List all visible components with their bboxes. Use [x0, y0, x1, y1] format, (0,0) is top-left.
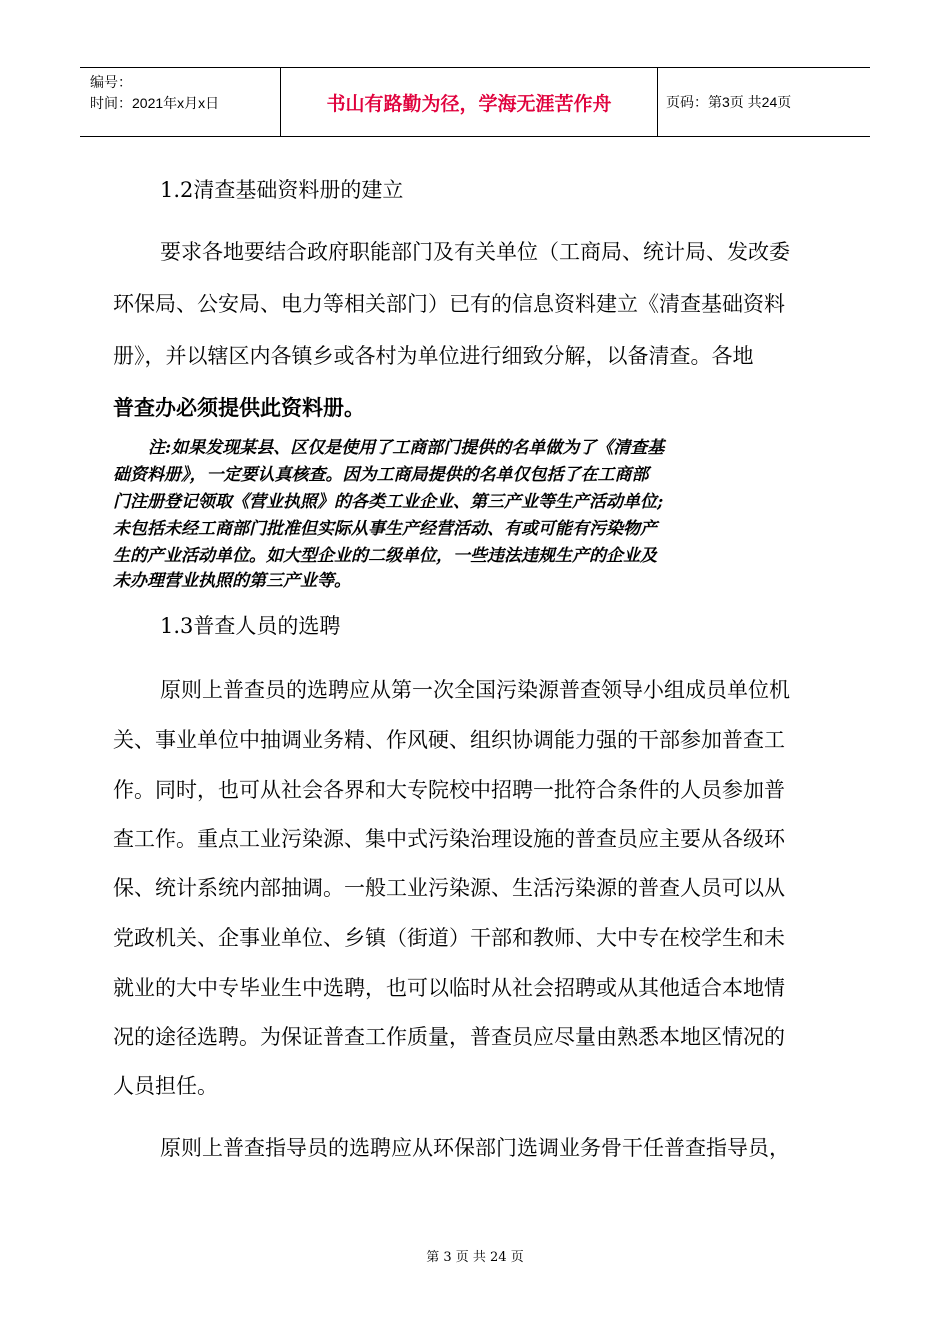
- paragraph-line: 就业的大中专毕业生中选聘，也可以临时从社会招聘或从其他适合本地情: [113, 976, 785, 1000]
- header-page-info: 页码：第3页 共24页: [666, 94, 792, 110]
- paragraph-line-emphasis: 普查办必须提供此资料册。: [113, 395, 365, 420]
- note-line: 未办理营业执照的第三产业等。: [113, 571, 351, 591]
- paragraph-line: 册》，并以辖区内各镇乡或各村为单位进行细致分解，以备清查。各地: [113, 344, 754, 368]
- note-line: 未包括未经工商部门批准但实际从事生产经营活动、有或可能有污染物产: [113, 519, 657, 539]
- paragraph-line: 党政机关、企事业单位、乡镇（街道）干部和教师、大中专在校学生和未: [113, 926, 785, 950]
- paragraph-line: 关、事业单位中抽调业务精、作风硬、组织协调能力强的干部参加普查工: [113, 728, 785, 752]
- document-time: 时间：2021年x月x日: [90, 95, 220, 111]
- note-line: 生的产业活动单位。如大型企业的二级单位，一些违法违规生产的企业及: [113, 546, 657, 566]
- paragraph-line: 环保局、公安局、电力等相关部门）已有的信息资料建立《清查基础资料: [113, 292, 785, 316]
- paragraph-line: 要求各地要结合政府职能部门及有关单位（工商局、统计局、发改委: [160, 240, 790, 264]
- header-meta: [80, 68, 280, 136]
- paragraph-line: 查工作。重点工业污染源、集中式污染治理设施的普查员应主要从各级环: [113, 827, 785, 851]
- paragraph-line: 原则上普查指导员的选聘应从环保部门选调业务骨干任普查指导员，: [160, 1136, 790, 1160]
- note-line: 础资料册》，一定要认真核查。因为工商局提供的名单仅包括了在工商部: [113, 465, 649, 485]
- page-footer: 第 3 页 共 24 页: [426, 1250, 524, 1265]
- paragraph-line: 况的途径选聘。为保证普查工作质量，普查员应尽量由熟悉本地区情况的: [113, 1025, 785, 1049]
- paragraph-line: 保、统计系统内部抽调。一般工业污染源、生活污染源的普查人员可以从: [113, 876, 785, 900]
- document-number-label: 编号：: [90, 74, 132, 90]
- paragraph-line: 作。同时，也可从社会各界和大专院校中招聘一批符合条件的人员参加普: [113, 778, 785, 802]
- note-line: 注:如果发现某县、区仅是使用了工商部门提供的名单做为了《清查基: [148, 438, 665, 458]
- paragraph-line: 人员担任。: [113, 1074, 218, 1098]
- section-heading-1-2: 1.2清查基础资料册的建立: [160, 178, 404, 202]
- section-heading-1-3: 1.3普查人员的选聘: [160, 614, 341, 638]
- note-line: 门注册登记领取《营业执照》的各类工业企业、第三产业等生产活动单位;: [113, 492, 664, 512]
- page-header: [80, 67, 870, 137]
- paragraph-line: 原则上普查员的选聘应从第一次全国污染源普查领导小组成员单位机: [160, 678, 790, 702]
- header-motto: 书山有路勤为径，学海无涯苦作舟: [280, 68, 658, 136]
